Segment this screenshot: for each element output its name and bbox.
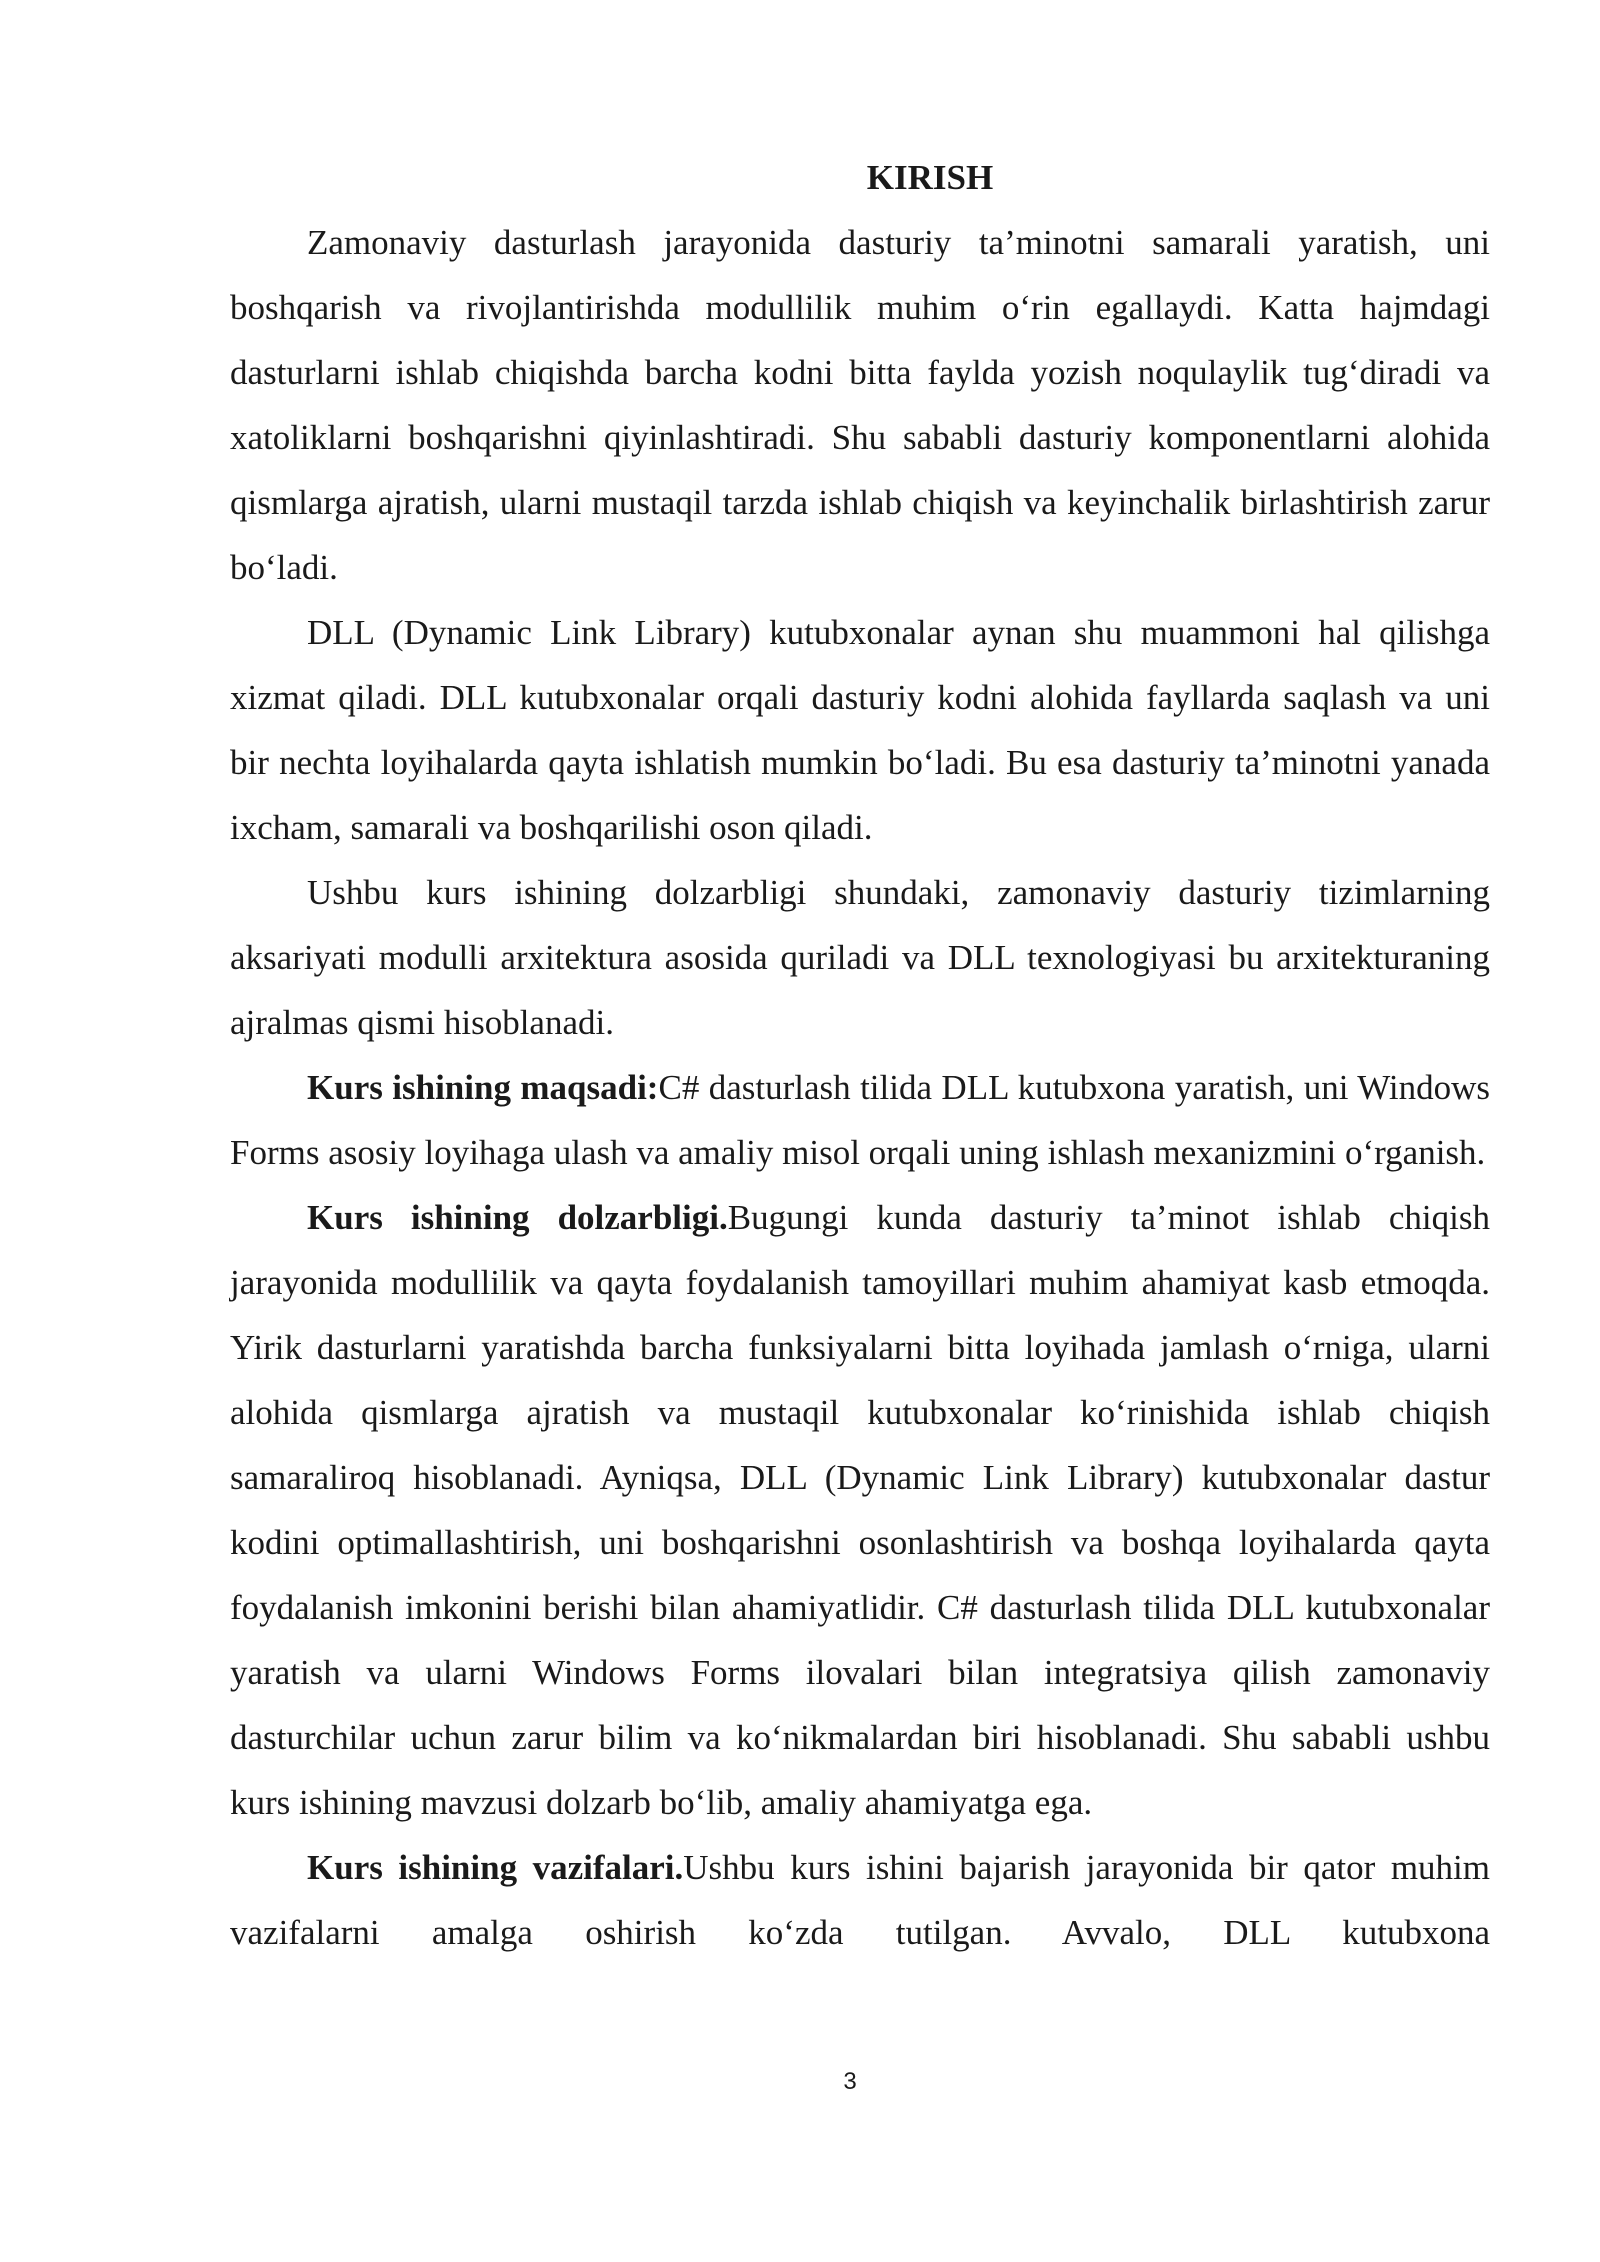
goal-label: Kurs ishining maqsadi:: [307, 1068, 659, 1107]
page-content: [230, 145, 1490, 1965]
tasks-text: Ushbu kurs ishini bajarish jarayonida bir qator muhim vazifalarni amalga oshirish ko‘zda tutilgan. Avvalo, DLL kutubxona: [230, 1848, 1490, 1952]
section-heading: KIRISH: [866, 158, 994, 197]
intro-paragraph-3: Ushbu kurs ishining dolzarbligi shundaki, zamonaviy dasturiy tizimlarning aksariyati modulli arxitektura asosida quriladi va DLL texnologiyasi bu arxitekturaning ajralmas qismi hisoblanadi.: [230, 873, 1490, 1042]
relevance-text: Bugungi kunda dasturiy ta’minot ishlab chiqish jarayonida modullilik va qayta foydalanish tamoyillari muhim ahamiyat kasb etmoqda. Yirik dasturlarni yaratishda barcha funksiyalarni bitta loyihada jamlash o‘rniga, ularni alohida qismlarga ajratish va mustaqil kutubxonalar ko‘rinishida ishlab chiqish samaraliroq hisoblanadi. Ayniqsa, DLL (Dynamic Link Library) kutubxonalar dastur kodini optimallashtirish, uni boshqarishni osonlashtirish va boshqa loyihalarda qayta foydalanish imkonini berishi bilan ahamiyatlidir. C# dasturlash tilida DLL kutubxonalar yaratish va ularni Windows Forms ilovalari bilan integratsiya qilish zamonaviy dasturchilar uchun zarur bilim va ko‘nikmalardan biri hisoblanadi. Shu sababli ushbu kurs ishining mavzusi dolzarb bo‘lib, amaliy ahamiyatga ega.: [230, 1198, 1491, 1822]
intro-paragraph-2: DLL (Dynamic Link Library) kutubxonalar aynan shu muammoni hal qilishga xizmat qiladi. DLL kutubxonalar orqali dasturiy kodni alohida fayllarda saqlash va uni bir nechta loyihalarda qayta ishlatish mumkin bo‘ladi. Bu esa dasturiy ta’minotni yanada ixcham, samarali va boshqarilishi oson qiladi.: [230, 613, 1490, 847]
relevance-label: Kurs ishining dolzarbligi.: [307, 1198, 728, 1237]
goal-paragraph: [230, 1055, 1490, 1185]
intro-paragraph-1: Zamonaviy dasturlash jarayonida dasturiy ta’minotni samarali yaratish, uni boshqarish va rivojlantirishda modullilik muhim o‘rin egallaydi. Katta hajmdagi dasturlarni ishlab chiqishda barcha kodni bitta faylda yozish noqulaylik tug‘diradi va xatoliklarni boshqarishni qiyinlashtiradi. Shu sababli dasturiy komponentlarni alohida qismlarga ajratish, ularni mustaqil tarzda ishlab chiqish va keyinchalik birlashtirish zarur bo‘ladi.: [230, 223, 1490, 587]
tasks-label: Kurs ishining vazifalari.: [307, 1848, 684, 1887]
relevance-paragraph: [230, 1185, 1490, 1835]
goal-text: C# dasturlash tilida DLL kutubxona yaratish, uni Windows Forms asosiy loyihaga ulash va amaliy misol orqali uning ishlash mexanizmini o‘rganish.: [230, 1068, 1490, 1172]
tasks-paragraph: [230, 1835, 1490, 1965]
page-number: 3: [843, 2068, 857, 2095]
